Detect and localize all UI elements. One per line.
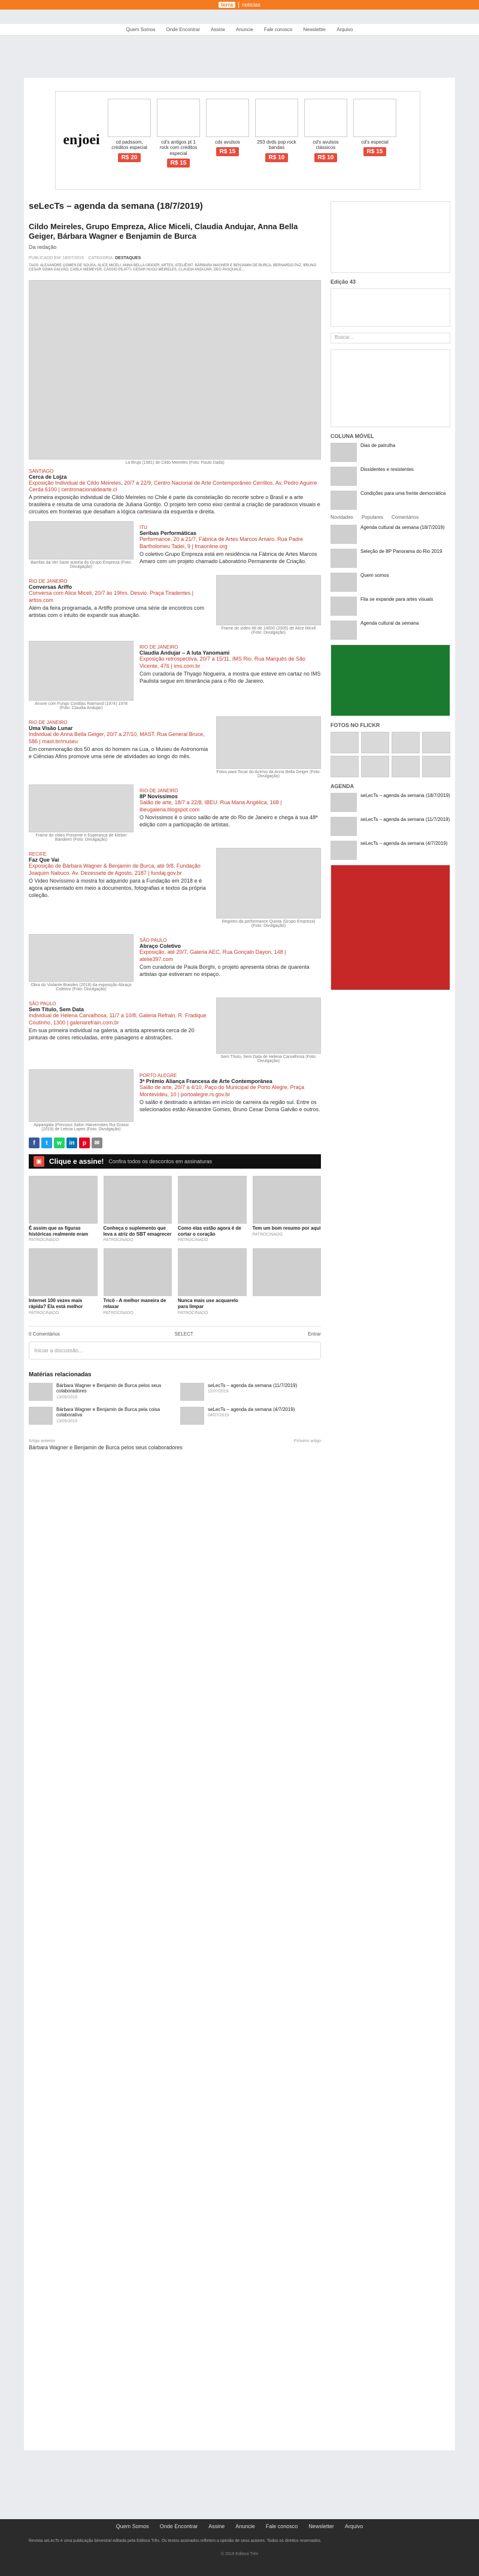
section-venue[interactable]: Exposição Individual de Cildo Meireles, 20/7 a 22/9, Centro Nacional de Arte Contemporâneo Cerrillos. Av. Pedro Aguirre Cerda 6100 | centronacionaldearte.cl	[29, 479, 317, 493]
coluna-heading: COLUNA MÓVEL	[331, 433, 374, 439]
section-title: Abraço Coletivo	[140, 943, 181, 950]
section-city: SÃO PAULO	[140, 938, 167, 944]
sponsored-card[interactable]	[104, 1248, 172, 1315]
card-source: PATROCINADO	[103, 1238, 134, 1243]
card-source: PATROCINADO	[252, 1232, 283, 1237]
sidebar	[331, 201, 450, 2415]
section-venue[interactable]: Exposição, até 20/7, Galeria AEC, Rua Gonçalo Dayon, 148 | atelie397.com	[140, 949, 286, 962]
section-image	[29, 641, 134, 701]
card-thumb	[253, 1176, 322, 1224]
related-title: seLecTs – agenda da semana (11/7/2019)	[208, 1382, 298, 1388]
recent-item[interactable]	[331, 597, 450, 616]
footer	[0, 2519, 479, 2576]
recent-thumb	[331, 597, 357, 616]
section-caption: Obra do Violante Brasiles (2019) da exposição Abraço Coletivo (Foto: Divulgação)	[31, 983, 132, 992]
recent-item[interactable]	[331, 621, 450, 640]
section-city: RIO DE JANEIRO	[140, 788, 178, 794]
card-thumb	[104, 1176, 172, 1224]
section-caption: Árvore com Fungo Cordilas Raimond (1974) 1978 (Foto: Claudia Andujar)	[35, 702, 128, 711]
sidebar-ad[interactable]	[331, 201, 450, 273]
section-venue[interactable]: Individual de Helena Carvalhosa, 11/7 a 10/8, Galeria Refrain, R. Fradique Coutinho, 1300 | galeriarefrain.com.br	[29, 1012, 207, 1026]
related-title: seLecTs – agenda da semana (4/7/2019)	[208, 1406, 295, 1412]
section-caption: Fotos para Tocar do Acervo da Anna Bella Geiger (Foto: Divulgação)	[216, 770, 321, 779]
main-content	[29, 201, 321, 2415]
tab-populares[interactable]: Populares	[361, 515, 383, 520]
flickr-thumb[interactable]	[422, 756, 450, 777]
section-body: O Novíssimos é o único salão de arte do Rio de Janeiro e chega à sua 48ª edição com a participação de artistas.	[140, 814, 318, 828]
section-title: Uma Visão Lunar	[29, 725, 73, 732]
sponsored-card[interactable]	[253, 1248, 322, 1315]
ad-thumb	[255, 99, 298, 137]
sponsored-card[interactable]	[29, 1248, 98, 1315]
card-title: Tricô - A melhor maneira de relaxar	[103, 1298, 166, 1310]
card-thumb	[104, 1248, 172, 1296]
related-section	[29, 1371, 321, 1425]
ad-caption: cd's antigos pt 1 rock com créditos especial	[159, 139, 198, 156]
related-title: Bárbara Wagner e Benjamin de Burca pela coisa colaborativa	[56, 1406, 160, 1418]
meta-category-label: CATEGORIA:	[88, 256, 114, 260]
subscribe-banner[interactable]	[29, 1154, 321, 1169]
brand-sub: notícias	[241, 2, 260, 8]
article-tags: TAGS: ALEXANDRE GOMES DE SOUSA, ALICE MICELI, ANNA BELLA GEIGER, ARTES, ATELIÊ397, BÁRBARA WAGNER E BENJAMIN DE BURCA, BERNARDO PAZ, BRUNO CESAR DOMA GALVÃO, CARLA NIEMEYER, CÁSSIO PILATTI, CESAR HUGO MEIRELES, CLAUDIA ANDUJAR, DEO PASQUALE...	[29, 263, 317, 272]
footer-nav-item[interactable]: Anuncie	[235, 2523, 255, 2529]
fotos-heading: FOTOS NO FLICKR	[331, 722, 380, 728]
ad-caption: cd's especial	[361, 139, 389, 145]
footer-nav	[0, 2519, 479, 2534]
linkedin-icon[interactable]: in	[66, 1138, 77, 1148]
ad-thumb	[108, 99, 151, 137]
nav-item[interactable]: Quem Somos	[126, 27, 156, 32]
section-santiago	[29, 469, 321, 516]
coluna-title: Dias de patrulha	[360, 443, 396, 448]
footer-nav-item[interactable]: Onde Encontrar	[159, 2523, 198, 2529]
next-article[interactable]	[294, 1439, 321, 1450]
section-venue[interactable]: Salão de arte, 18/7 a 22/8, IBEU. Rua Maria Angélica, 168 | ibeugaleria.blogspot.com	[140, 799, 282, 813]
card-source: PATROCINADO	[29, 1310, 59, 1315]
card-source: PATROCINADO	[178, 1238, 208, 1243]
related-thumb	[29, 1383, 53, 1401]
recent-title: Seleção de 8P Panorama do Rio 2019	[360, 549, 442, 554]
related-item[interactable]	[29, 1407, 169, 1425]
related-title: Bárbara Wagner e Benjamin de Burca pelos seus colaboradores	[56, 1382, 162, 1394]
subscribe-subtitle: Confira todos os descontos em assinaturas	[108, 1158, 212, 1165]
nav-item[interactable]: Arquivo	[336, 27, 353, 32]
comments-select[interactable]: SELECT	[174, 1331, 193, 1337]
agenda-item[interactable]	[331, 793, 450, 812]
top-brand-bar	[0, 0, 479, 10]
section-body: O coletivo Grupo Empreza está em residência na Fábrica de Artes Marcos Amaro com um projeto chamado Laboratório Permanente de Criação.	[140, 551, 317, 564]
next-label: Próximo artigo	[293, 1438, 321, 1443]
footer-nav-item[interactable]: Assine	[208, 2523, 225, 2529]
tab-comentarios[interactable]: Comentários	[391, 515, 419, 520]
section-city: ITU	[140, 525, 147, 531]
section-city: PORTO ALEGRE	[140, 1073, 177, 1079]
card-thumb	[29, 1176, 98, 1224]
sidebar-green-ad[interactable]	[331, 644, 450, 716]
section-title: Conversas Ariffo	[29, 584, 72, 591]
section-body: Em sua primeira individual na galeria, a artista apresenta cerca de 20 pinturas de cores reticuladas, entre paisagens e abstrações.	[29, 1027, 195, 1041]
flickr-thumb[interactable]	[422, 732, 450, 753]
section-venue[interactable]: Exposição retrospectiva, 20/7 a 15/11, IMS Rio. Rua Marquês de São Vicente, 476 | ims.com.br	[140, 656, 305, 669]
section-body: O salão é destinado a artistas em início de carreira da região sul. Entre os selecionados estão Alexandre Gomes, Bruno Cesar Doma Galvão e outros.	[140, 1099, 320, 1112]
recent-item[interactable]	[331, 573, 450, 592]
section-title: 8P Novíssimos	[140, 793, 178, 800]
section-image	[216, 716, 321, 769]
ad-price: R$ 15	[216, 147, 240, 156]
section-rio-1	[29, 575, 321, 635]
section-title: Seribas Performáticas	[140, 530, 197, 537]
flickr-grid	[331, 732, 450, 777]
sponsored-grid	[29, 1176, 321, 1315]
section-caption: Frame do vídeo 88 de 14000 (2005) de Alice Miceli (Foto: Divulgação)	[221, 626, 316, 635]
recent-thumb	[331, 549, 357, 568]
related-date: 04/07/2019	[208, 1413, 229, 1418]
nav-item[interactable]: Anuncie	[235, 27, 253, 32]
section-city: RIO DE JANEIRO	[140, 644, 178, 650]
ad-item[interactable]	[107, 99, 151, 183]
recent-thumb	[331, 525, 357, 544]
coluna-item[interactable]	[331, 467, 450, 486]
section-caption: Sem Título, Sem Data de Helena Carvalhosa (Foto: Divulgação)	[220, 1055, 317, 1064]
footer-copy: © 2019 Editora Três	[220, 2552, 259, 2557]
card-title: Conheça o suplemento que leva a atriz do SBT emagrecer	[103, 1225, 172, 1237]
brand-box: terra	[219, 2, 235, 8]
section-title: 3ª Prêmio Aliança Francesa de Arte Contemporânea	[140, 1078, 272, 1085]
brand[interactable]	[219, 2, 260, 8]
coluna-title: Dissidentes e resistentes	[360, 467, 414, 472]
sponsored-card[interactable]	[104, 1176, 172, 1242]
card-thumb	[178, 1176, 247, 1224]
section-venue[interactable]: Performance, 20 a 21/7, Fábrica de Artes Marcos Amaro. Rua Padre Bartholomeu Tadei, 9 | fmaonline.org	[140, 536, 304, 549]
pinterest-icon[interactable]: p	[79, 1138, 90, 1148]
brand-pipe: |	[238, 1, 240, 8]
article-hero-image	[29, 280, 321, 460]
ad-caption: cds avulsos	[215, 139, 240, 145]
whatsapp-icon[interactable]: w	[54, 1138, 65, 1148]
section-sp-2	[29, 997, 321, 1063]
prev-title: Bárbara Wagner e Benjamin de Burca pelos seus colaboradores	[29, 1444, 183, 1450]
coluna-item[interactable]	[331, 491, 450, 510]
ad-item[interactable]	[254, 99, 299, 183]
login-button[interactable]: Entrar	[308, 1331, 321, 1337]
agenda-title: seLecTs – agenda da semana (18/7/2019)	[360, 793, 450, 798]
section-city: SANTIAGO	[29, 468, 54, 474]
prev-next	[29, 1439, 321, 1450]
coluna-item[interactable]	[331, 443, 450, 462]
ad-price: R$ 20	[118, 153, 141, 162]
card-source: PATROCINADO	[29, 1238, 59, 1243]
recent-item[interactable]	[331, 549, 450, 568]
section-image	[216, 848, 321, 919]
section-title: Faz Que Vai	[29, 857, 59, 863]
card-thumb	[29, 1248, 98, 1296]
ad-price: R$ 15	[167, 159, 190, 168]
footer-nav-item[interactable]: Arquivo	[344, 2523, 363, 2529]
section-city: RIO DE JANEIRO	[29, 579, 68, 585]
ad-caption: 293 dvds pop rock bandas	[257, 139, 296, 151]
ad-thumb	[206, 99, 249, 137]
recent-title: Fila se expande para artes visuais	[360, 597, 433, 602]
agenda-thumb	[331, 793, 357, 812]
section-caption: Frame do vídeo Presente e Esperança de Kleber Bandeiro (Foto: Divulgação)	[35, 834, 127, 843]
section-poa	[29, 1069, 321, 1132]
section-city: SÃO PAULO	[29, 1001, 56, 1007]
ad-item[interactable]	[304, 99, 348, 183]
ad-item[interactable]	[353, 99, 397, 183]
share-row	[29, 1138, 321, 1148]
sidebar-search[interactable]: Buscar...	[331, 333, 450, 343]
section-recife	[29, 848, 321, 928]
section-title: Cerca de Lojza	[29, 473, 67, 480]
recent-item[interactable]	[331, 525, 450, 544]
recent-thumb	[331, 621, 357, 640]
footer-nav-item[interactable]: Quem Somos	[116, 2523, 149, 2529]
coluna-thumb	[331, 443, 357, 462]
nav-item[interactable]: Onde Encontrar	[166, 27, 200, 32]
ad-item[interactable]	[205, 99, 250, 183]
site-nav	[0, 24, 479, 36]
card-source: PATROCINADO	[178, 1310, 208, 1315]
recent-list	[331, 525, 450, 640]
ad-caption: cd's avulsos clássicos	[313, 139, 339, 151]
card-title: Internet 100 vezes mais rápida? Ela está melhor	[29, 1298, 83, 1310]
ad-thumb	[353, 99, 396, 137]
twitter-icon[interactable]: t	[41, 1138, 52, 1148]
flickr-thumb[interactable]	[392, 756, 420, 777]
related-item[interactable]	[180, 1407, 321, 1425]
section-body: O Video Novíssimo à mostra foi adquirido para a Fundação em 2018 e é agora apresentado em meio a documentos, fotografias e textos da própria coleção.	[29, 877, 206, 898]
agenda-title: seLecTs – agenda da semana (11/7/2019)	[360, 817, 450, 822]
footer-body: Revista seLecTs é uma publicação bimestral editada pela Editora Três. Os textos assinados refletem a opinião de seus autores. Todos os direitos reservados.	[29, 2539, 322, 2543]
card-title: Nunca mais use acquarelo para limpar	[178, 1298, 238, 1310]
edition-label: Edição 43	[331, 279, 356, 285]
section-rio-3	[29, 716, 321, 778]
card-title: É assim que as figuras históricas realmente eram	[29, 1225, 89, 1237]
card-title: Tem um bom resumo por aqui	[252, 1225, 321, 1231]
section-rio-2	[29, 641, 321, 710]
agenda-thumb	[331, 817, 357, 836]
section-title: Claudia Andujar – A luta Yanomami	[140, 650, 230, 656]
recent-title: Agenda cultural da semana (18/7/2019)	[360, 525, 445, 530]
related-heading: Matérias relacionadas	[29, 1371, 92, 1378]
section-caption: Registro da performance Quinta (Grupo Empreza) (Foto: Divulgação)	[222, 920, 316, 929]
ad-thumb	[157, 99, 200, 137]
recent-title: Agenda cultural da semana	[360, 621, 419, 626]
card-thumb	[253, 1248, 322, 1296]
section-sp-1	[29, 934, 321, 992]
meta-category-value[interactable]: DESTAQUES	[115, 256, 141, 260]
related-thumb	[180, 1407, 204, 1425]
comments-header	[29, 1331, 321, 1337]
subscribe-title: Clique e assine!	[49, 1157, 104, 1166]
ad-thumb	[304, 99, 347, 137]
section-image	[29, 1069, 134, 1122]
email-icon[interactable]: ✉	[92, 1138, 102, 1148]
coluna-thumb	[331, 467, 357, 486]
section-image	[29, 521, 134, 559]
comment-input[interactable]: Iniciar a discussão...	[29, 1342, 321, 1360]
coluna-title: Condições para uma frente democrática	[360, 491, 446, 496]
flickr-thumb[interactable]	[361, 756, 389, 777]
sponsored-card[interactable]	[178, 1176, 247, 1242]
footer-nav-item[interactable]: Fale conosco	[265, 2523, 298, 2529]
ad-price: R$ 10	[265, 153, 289, 162]
agenda-list	[331, 793, 450, 860]
sidebar-ad-2[interactable]	[331, 349, 450, 427]
related-date: 13/05/2019	[56, 1419, 78, 1424]
section-caption: Apparigida (Precious Salon Harvensiteo Rui Grassi (2019) de Leticia Lopes (Foto: Divulgação)	[34, 1123, 129, 1132]
sidebar-tabs	[331, 515, 450, 520]
section-venue[interactable]: Individual de Anna Bella Geiger, 20/7 a 27/10, MAST. Rua General Bruce, 586 | mast.br/museu	[29, 731, 205, 744]
flickr-thumb[interactable]	[392, 732, 420, 753]
agenda-heading: AGENDA	[331, 783, 354, 789]
hero-caption: La Bruja (1981) de Cildo Meireles (Foto: Paulo Dadá)	[125, 460, 225, 465]
section-city: RIO DE JANEIRO	[29, 720, 68, 726]
related-thumb	[180, 1383, 204, 1401]
ad-banner[interactable]	[55, 91, 420, 190]
flickr-thumb[interactable]	[331, 756, 359, 777]
section-body: Com curadoria de Thyago Nogueira, a mostra que esteve em cartaz no IMS Paulista segue em itinerância para o Rio de Janeiro.	[140, 670, 321, 684]
section-rio-4	[29, 784, 321, 842]
flickr-thumb[interactable]	[361, 732, 389, 753]
agenda-thumb	[331, 841, 357, 860]
related-date: 13/05/2019	[56, 1395, 78, 1400]
recent-title: Quem somos	[360, 573, 389, 578]
card-title: Como elas estão agora é de cortar o coração	[178, 1225, 241, 1237]
ad-price: R$ 10	[314, 153, 338, 162]
section-city: RECIFE	[29, 851, 47, 857]
related-item[interactable]	[180, 1383, 321, 1401]
card-source: PATROCINADO	[103, 1310, 134, 1315]
page-headline: seLecTs – agenda da semana (18/7/2019)	[29, 201, 203, 211]
section-body: Além da feira programada, a Artiffo promove uma série de encontros com artistas com o intuito de expandir sua atuação.	[29, 604, 204, 618]
coluna-list	[331, 443, 450, 510]
section-image	[29, 934, 134, 982]
coluna-thumb	[331, 491, 357, 510]
section-venue[interactable]: Exposição de Bárbara Wagner & Benjamin de Burca, até 9/8, Fundação Joaquim Nabuco. Av. Dezessete de Agosto, 2187 | fundaj.gov.br	[29, 863, 201, 876]
section-body: Em comemoração dos 50 anos do homem na Lua, o Museu de Astronomia e Ciências Afins promove uma série de atividades ao longo do mês.	[29, 746, 208, 759]
related-date: 11/07/2019	[208, 1389, 229, 1394]
section-itu	[29, 521, 321, 569]
section-caption: Barrilas da Ver Sane autoria do Grupo Empreza (Foto: Divulgação)	[31, 561, 132, 570]
section-image	[29, 784, 134, 832]
comments-section	[29, 1326, 321, 1360]
prev-label: Artigo anterior	[29, 1438, 55, 1443]
card-thumb	[178, 1248, 247, 1296]
agenda-item[interactable]	[331, 817, 450, 836]
footer-nav-item[interactable]: Newsletter	[308, 2523, 334, 2529]
section-venue[interactable]: Salão de arte, 20/7 a 4/10, Paço do Municipal de Porto Alegre, Praça Montevidéu, 10 | portoalegre.rs.gov.br	[140, 1084, 305, 1097]
ad-caption: cd padssom, créditos especial	[111, 139, 147, 151]
sponsored-card[interactable]	[253, 1176, 322, 1242]
flickr-thumb[interactable]	[331, 732, 359, 753]
prev-article[interactable]	[29, 1439, 183, 1450]
ad-item[interactable]	[156, 99, 201, 183]
cart-icon: ▣	[34, 1156, 44, 1167]
sidebar-red-ad[interactable]	[331, 865, 450, 990]
section-body: Com curadoria de Paula Borghi, o projeto apresenta obras de quarenta artistas que estiveram no espaço.	[140, 963, 310, 977]
related-thumb	[29, 1407, 53, 1425]
agenda-item[interactable]	[331, 841, 450, 860]
meta-date: PUBLICADO EM: 18/07/2019	[29, 256, 84, 260]
tab-novidades[interactable]: Novidades	[331, 515, 353, 520]
sponsored-card[interactable]	[178, 1248, 247, 1315]
article-byline: Da redação	[29, 244, 57, 250]
section-venue[interactable]: Conversa com Alice Miceli, 20/7 às 19hrs. Desvio. Praça Tiradentes | artiss.com	[29, 590, 193, 603]
article-meta	[29, 256, 321, 260]
section-title: Sem Título, Sem Data	[29, 1006, 84, 1013]
facebook-icon[interactable]: f	[29, 1138, 40, 1148]
nav-item[interactable]: Assine	[210, 27, 225, 32]
section-image	[216, 997, 321, 1054]
article-title: Cildo Meireles, Grupo Empreza, Alice Miceli, Claudia Andujar, Anna Bella Geiger, Bárbara Wagner e Benjamin de Burca	[29, 222, 298, 241]
sponsored-card[interactable]	[29, 1176, 98, 1242]
nav-item[interactable]: Newsletter	[303, 27, 326, 32]
agenda-title: seLecTs – agenda da semana (4/7/2019)	[360, 841, 448, 846]
section-image	[216, 575, 321, 625]
related-item[interactable]	[29, 1383, 169, 1401]
comments-count: 0 Comentários	[29, 1331, 60, 1337]
ad-logo: enjoei	[63, 132, 100, 148]
section-body: A primeira exposição individual de Cildo Meireles no Chile é parte da constelação do recorte sobre o Brasil e a arte brasileira e resulta de uma curadoria de Juliana Gontijo. O projeto tem como eixo central a criação de paradoxos visuais e circuitos em fronteiras que desafiam a lógica cartesiana da esquerda e direita.	[29, 494, 320, 515]
recent-thumb	[331, 573, 357, 592]
ad-price: R$ 15	[363, 147, 387, 156]
nav-item[interactable]: Fale conosco	[263, 27, 293, 32]
related-grid	[29, 1383, 321, 1425]
edition-cover[interactable]	[331, 288, 450, 327]
